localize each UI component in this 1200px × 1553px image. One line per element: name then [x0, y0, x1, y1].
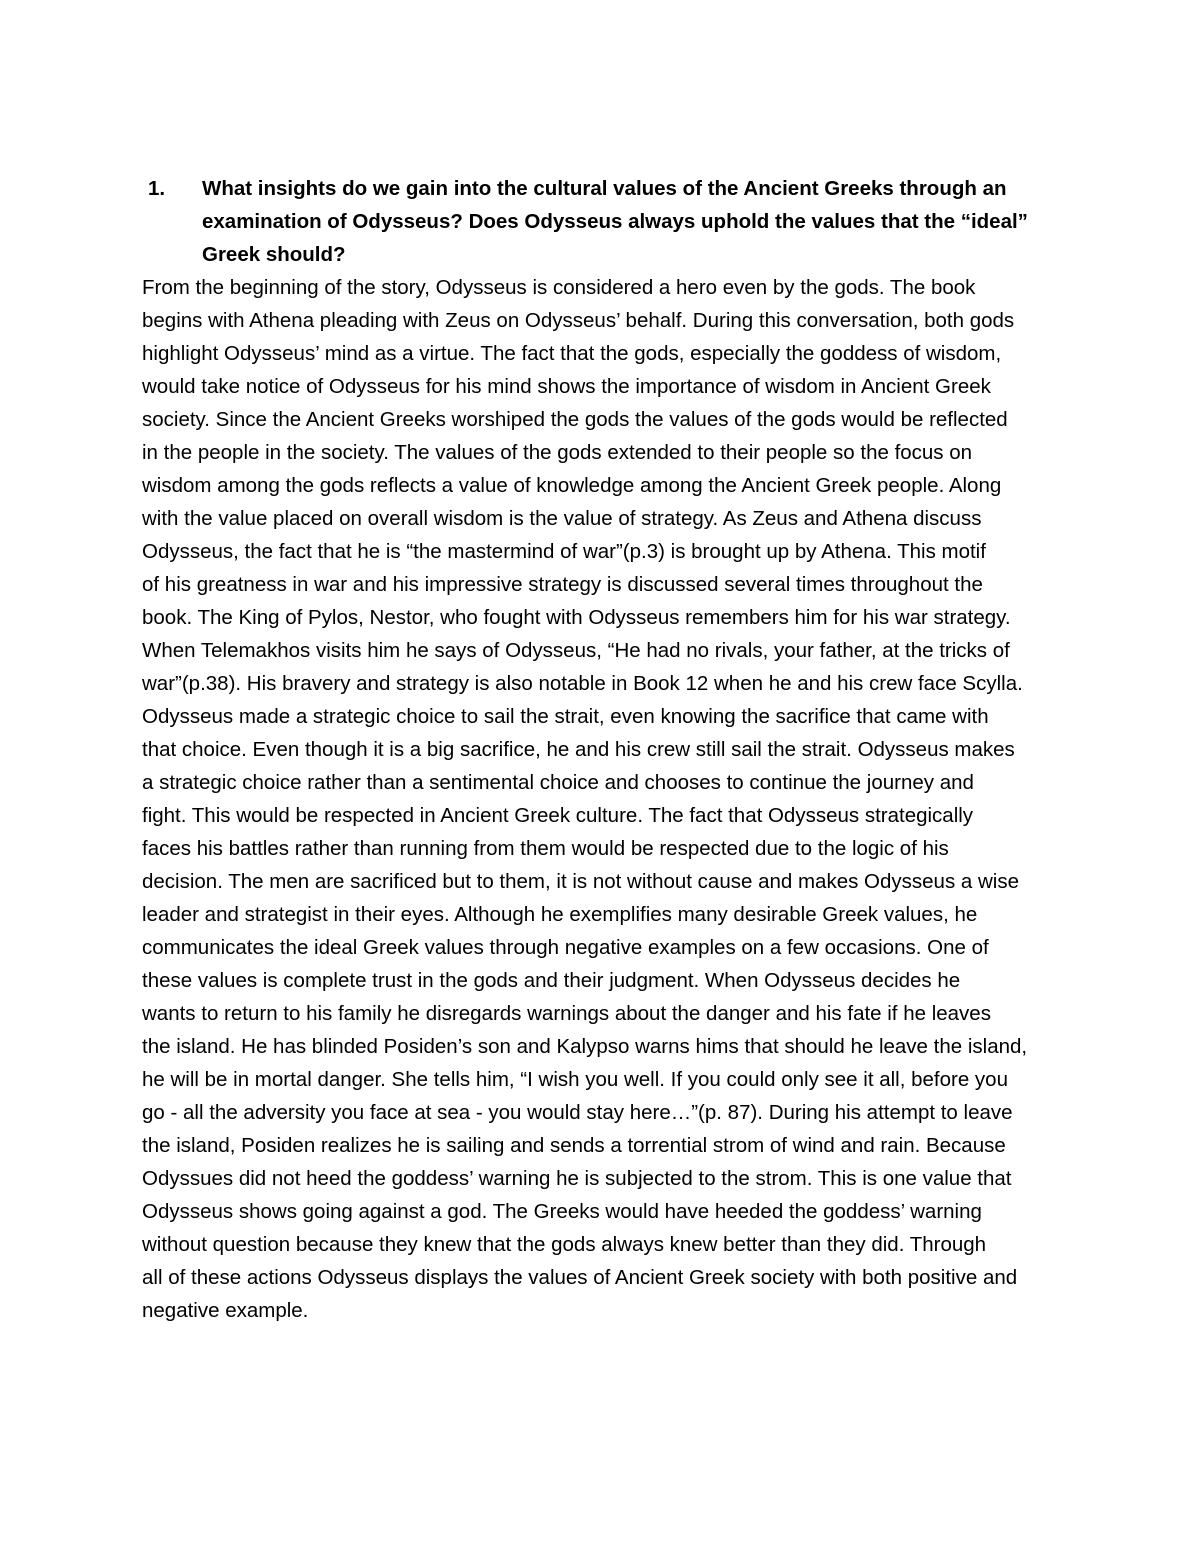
paragraph-line: negative example.: [142, 1299, 309, 1322]
question-text: What insights do we gain into the cultural values of the Ancient Greeks through an examination of Odysseus? Does Odysseus always uphold the values that the “ideal” Greek should?: [202, 177, 1028, 266]
paragraph-line: book. The King of Pylos, Nestor, who fought with Odysseus remembers him for his war strategy.: [142, 606, 1011, 629]
paragraph-line: From the beginning of the story, Odysseus is considered a hero even by the gods. The book: [142, 276, 976, 299]
paragraph-line: the island. He has blinded Posiden’s son and Kalypso warns hims that should he leave the island,: [142, 1035, 1028, 1058]
paragraph-line: Odysseus shows going against a god. The Greeks would have heeded the goddess’ warning: [142, 1200, 982, 1223]
paragraph-line: highlight Odysseus’ mind as a virtue. The fact that the gods, especially the goddess of wisdom,: [142, 342, 1002, 365]
paragraph-line: would take notice of Odysseus for his mind shows the importance of wisdom in Ancient Greek: [142, 375, 991, 398]
paragraph-line: in the people in the society. The values of the gods extended to their people so the focus on: [142, 441, 973, 464]
paragraph-line: of his greatness in war and his impressive strategy is discussed several times throughout the: [142, 573, 983, 596]
paragraph-line: wisdom among the gods reflects a value of knowledge among the Ancient Greek people. Along: [142, 474, 1002, 497]
paragraph-line: Odysseus made a strategic choice to sail the strait, even knowing the sacrifice that came with: [142, 705, 989, 728]
answer-paragraph: [142, 271, 1067, 1327]
paragraph-line: with the value placed on overall wisdom is the value of strategy. As Zeus and Athena discuss: [142, 507, 982, 530]
paragraph-line: these values is complete trust in the gods and their judgment. When Odysseus decides he: [142, 969, 961, 992]
paragraph-line: fight. This would be respected in Ancient Greek culture. The fact that Odysseus strategically: [142, 804, 974, 827]
paragraph-line: Odysseus, the fact that he is “the mastermind of war”(p.3) is brought up by Athena. This motif: [142, 540, 986, 563]
paragraph-line: communicates the ideal Greek values through negative examples on a few occasions. One of: [142, 936, 989, 959]
paragraph-line: faces his battles rather than running from them would be respected due to the logic of his: [142, 837, 949, 860]
paragraph-line: decision. The men are sacrificed but to them, it is not without cause and makes Odysseus a wise: [142, 870, 1019, 893]
paragraph-line: without question because they knew that the gods always knew better than they did. Through: [142, 1233, 987, 1256]
question-item: [142, 172, 1062, 271]
paragraph-line: leader and strategist in their eyes. Although he exemplifies many desirable Greek values, he: [142, 903, 978, 926]
paragraph-line: that choice. Even though it is a big sacrifice, he and his crew still sail the strait. Odysseus makes: [142, 738, 1015, 761]
paragraph-line: go - all the adversity you face at sea - you would stay here…”(p. 87). During his attempt to leave: [142, 1101, 1013, 1124]
paragraph-line: he will be in mortal danger. She tells him, “I wish you well. If you could only see it all, before you: [142, 1068, 1008, 1091]
paragraph-line: When Telemakhos visits him he says of Odysseus, “He had no rivals, your father, at the tricks of: [142, 639, 1010, 662]
paragraph-line: society. Since the Ancient Greeks worshiped the gods the values of the gods would be reflected: [142, 408, 1008, 431]
paragraph-line: wants to return to his family he disregards warnings about the danger and his fate if he leaves: [142, 1002, 991, 1025]
paragraph-line: Odyssues did not heed the goddess’ warning he is subjected to the strom. This is one value that: [142, 1167, 1012, 1190]
paragraph-line: all of these actions Odysseus displays the values of Ancient Greek society with both positive and: [142, 1266, 1018, 1289]
paragraph-line: begins with Athena pleading with Zeus on Odysseus’ behalf. During this conversation, both gods: [142, 309, 1015, 332]
paragraph-line: a strategic choice rather than a sentimental choice and chooses to continue the journey and: [142, 771, 974, 794]
question-number: 1.: [148, 177, 166, 200]
paragraph-line: war”(p.38). His bravery and strategy is also notable in Book 12 when he and his crew face Scylla.: [142, 672, 1023, 695]
paragraph-line: the island, Posiden realizes he is sailing and sends a torrential strom of wind and rain. Because: [142, 1134, 1006, 1157]
